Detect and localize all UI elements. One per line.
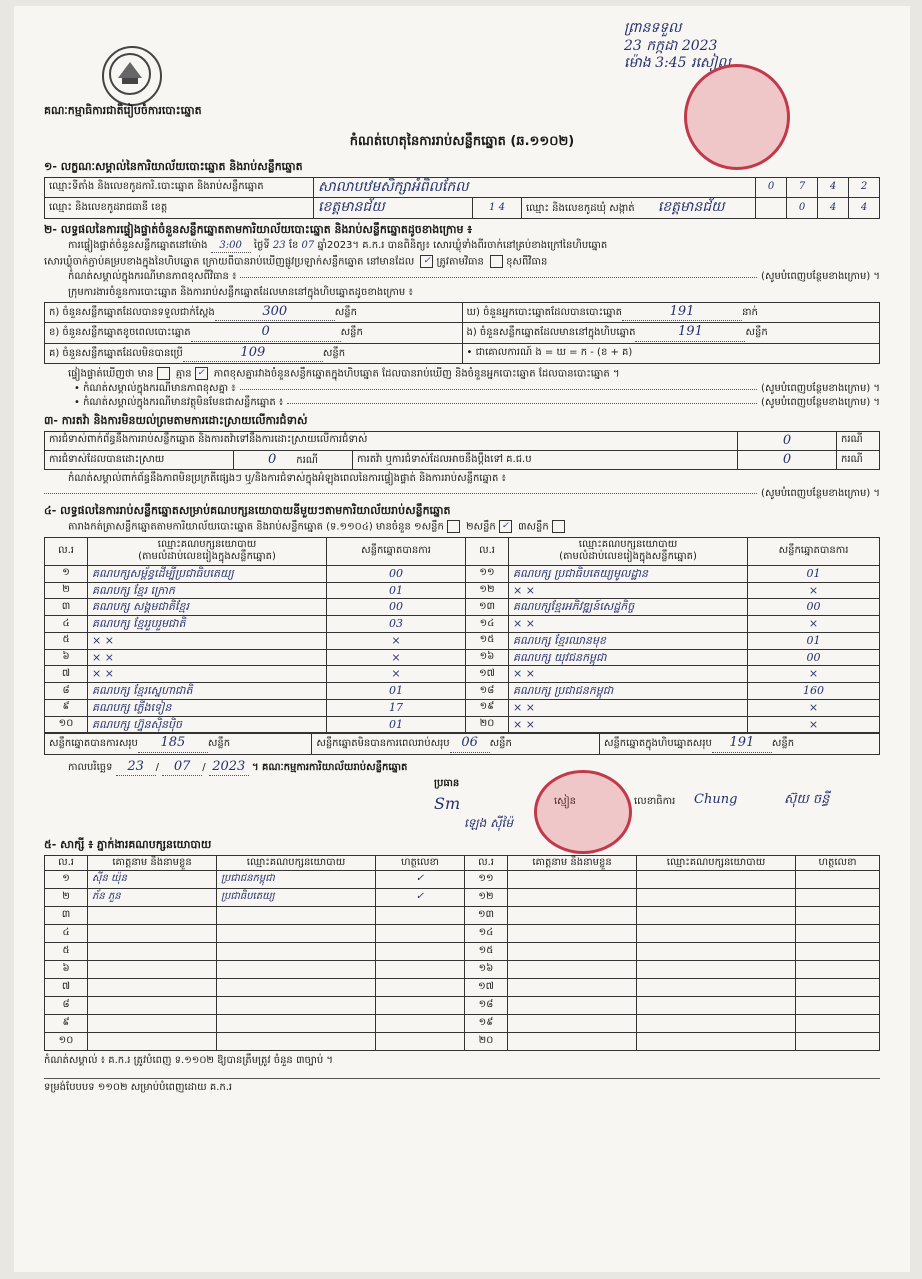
party-no: ៩ bbox=[45, 699, 88, 716]
party-no: ១ bbox=[45, 565, 88, 582]
chair-signature: Sm bbox=[434, 793, 461, 813]
location-table bbox=[44, 177, 880, 219]
witness-signature bbox=[376, 907, 465, 925]
party-name: × × bbox=[509, 616, 748, 633]
witness-table: ល.រ គោត្តនាម និងនាមខ្លួន ឈ្មោះគណបក្សនយោបាយ ហត្ថលេខា ល.រ គោត្តនាម និងនាមខ្លួន ឈ្មោះគណបក្សនយោបាយ ហត្ថលេខា ១ ស៊ីន យ៉ុន ប្រជាជនកម្ពុជា ✓ ១១ ២ ភ័ន ភួន ប្រជាធិបតេយ្យ ✓ ១២ ៣ ១៣ ៤ ១៤ ៥ ១៥ ៦ ១៦ ៧ ១៧ ៨ ១៨ ៩ ១៩ ១០ ២០ bbox=[44, 855, 880, 1052]
witness-party bbox=[217, 943, 376, 961]
form-footer: ទម្រង់បែបបទ ១១០២ សម្រាប់បំពេញដោយ គ.ក.រ bbox=[44, 1078, 880, 1095]
received-row: ក) ចំនួនសន្លឹកឆ្នោតដែលបានទទួលជាក់ស្តែង 300 សន្លឹក bbox=[45, 303, 463, 323]
party-votes: 01 bbox=[327, 683, 466, 700]
location-code-2: 7 bbox=[787, 177, 818, 198]
party-row bbox=[45, 716, 880, 733]
party-votes: 01 bbox=[748, 632, 880, 649]
party-votes: × bbox=[327, 649, 466, 666]
witness-row bbox=[45, 1015, 880, 1033]
location-label: ឈ្មោះទីតាំង និងលេខកូដការិ.បោះឆ្នោត និងរាប់សន្លឹកឆ្នោត bbox=[45, 177, 314, 198]
chair-label: ប្រធាន bbox=[434, 777, 460, 789]
party-row bbox=[45, 616, 880, 633]
incorrect-checkbox[interactable] bbox=[490, 255, 503, 268]
witness-party bbox=[217, 997, 376, 1015]
witness-signature bbox=[796, 889, 880, 907]
secretary-signature: Chung bbox=[694, 791, 738, 807]
witness-row bbox=[45, 871, 880, 889]
witness-party bbox=[217, 1015, 376, 1033]
party-name: × × bbox=[509, 716, 748, 733]
witness-party bbox=[637, 979, 796, 997]
witness-party bbox=[637, 925, 796, 943]
witness-name bbox=[508, 1033, 637, 1051]
party-no: ៧ bbox=[45, 666, 88, 683]
witness-name bbox=[508, 943, 637, 961]
witness-no: ១៨ bbox=[465, 997, 508, 1015]
witness-signature bbox=[376, 1033, 465, 1051]
resolved-value: 0 ករណី bbox=[234, 450, 353, 469]
in-box-row: ង) ចំនួនសន្លឹកឆ្នោតដែលមាននៅក្នុងហិបឆ្នោត 191 សន្លឹក bbox=[462, 323, 880, 343]
party-no: ៣ bbox=[45, 599, 88, 616]
party-results-table: ល.រ ឈ្មោះគណបក្សនយោបាយ (តាមលំដាប់លេខរៀងក្នុងសន្លឹកឆ្នោត) សន្លឹកឆ្នោតបានការ ល.រ ឈ្មោះគណបក្សនយោបាយ (តាមលំដាប់លេខរៀងក្នុងសន្លឹកឆ្នោត) សន្លឹកឆ្នោតបានការ ១ គណបក្សសម្ព័ន្ធដើម្បីប្រជាធិបតេយ្យ 00 ១១ គណបក្ស ប្រជាធិបតេយ្យមូលដ្ឋាន 01 ២ គណបក្ស ខ្មែរ ក្រោក 01 ១២ × × × ៣ គណបក្ស សង្គមជាតិខ្មែរ 00 ១៣ គណបក្សខ្មែរអភិវឌ្ឍន៍សេដ្ឋកិច្ច 00 ៤ គណបក្ស ខ្មែររួបរួមជាតិ 03 ១៤ × × × ៥ × × × ១៥ គណបក្ស ខ្មែរឈានមុខ 01 ៦ × × × ១៦ គណបក្ស យុវជនកម្ពុជា 00 ៧ × × × ១៧ × × × ៨ គណបក្ស ខ្មែរស្នេហាជាតិ 01 ១៨ គណបក្ស ប្រជាជនកម្ពុជា 160 ៩ គណបក្ស ភ្លើងទៀន 17 ១៩ × × × ១០ គណបក្ស ហ្វ៊ុនស៊ិនប៉ិច 01 ២០ × × × bbox=[44, 537, 880, 734]
party-votes: 01 bbox=[327, 716, 466, 733]
witness-no: ៥ bbox=[45, 943, 88, 961]
witness-row bbox=[45, 997, 880, 1015]
party-name: គណបក្ស ប្រជាជនកម្ពុជា bbox=[509, 683, 748, 700]
total-invalid: សន្លឹកឆ្នោតមិនបានការពេលរាប់សរុប 06 សន្លឹក bbox=[312, 734, 600, 754]
party-no: ១៩ bbox=[466, 699, 509, 716]
location-code-4: 2 bbox=[849, 177, 880, 198]
witness-row bbox=[45, 1033, 880, 1051]
witness-signature: ✓ bbox=[376, 889, 465, 907]
party-name: × × bbox=[88, 666, 327, 683]
received-note: ព្រានទទួល 23 កក្កដា 2023 ម៉ោង 3:45 រសៀល bbox=[624, 20, 731, 71]
witness-name bbox=[88, 1033, 217, 1051]
location-code-3: 4 bbox=[818, 177, 849, 198]
witness-party bbox=[217, 925, 376, 943]
witness-name bbox=[88, 943, 217, 961]
party-no: ៦ bbox=[45, 649, 88, 666]
party-row bbox=[45, 666, 880, 683]
witness-signature bbox=[376, 943, 465, 961]
irregularity-fill: (សូមបំពេញបន្ថែមខាងក្រោម) ។ bbox=[44, 488, 880, 501]
party-name: គណបក្ស យុវជនកម្ពុជា bbox=[509, 649, 748, 666]
witness-no: ៨ bbox=[45, 997, 88, 1015]
party-row bbox=[45, 649, 880, 666]
party-votes: × bbox=[748, 666, 880, 683]
witness-name bbox=[508, 925, 637, 943]
witness-party bbox=[637, 871, 796, 889]
witness-name bbox=[508, 871, 637, 889]
witness-name bbox=[88, 961, 217, 979]
formula: • ជាគោលការណ៍ ង = ឃ = ក - (ខ + គ) bbox=[462, 343, 880, 363]
member-label: ស្មៀន bbox=[554, 795, 577, 807]
verification-paragraph: ការផ្ទៀងផ្ទាត់ចំនួនសន្លឹកឆ្នោតនៅម៉ោង 3:00 ថ្ងៃទី 23 ខែ 07 ឆ្នាំ2023។ គ.ក.រ បានពិនិត្យ៖ សោរឃ្លុំទាំងពីរចាក់នៅគ្រប់ខាងក្រៅនៃហិបឆ្នោត bbox=[44, 240, 880, 254]
party-no: ២ bbox=[45, 582, 88, 599]
party-row bbox=[45, 632, 880, 649]
witness-no: ១៦ bbox=[465, 961, 508, 979]
witness-no: ៦ bbox=[45, 961, 88, 979]
seal-note-line: កំណត់សម្គាល់ក្នុងករណីមានភាពខុសពីវិធាន ៖ (សូមបំពេញបន្ថែមខាងក្រោម) ។ bbox=[68, 271, 880, 282]
party-name: គណបក្ស ខ្មែរស្នេហាជាតិ bbox=[88, 683, 327, 700]
witness-signature bbox=[796, 1033, 880, 1051]
party-name: គណបក្ស ប្រជាធិបតេយ្យមូលដ្ឋាន bbox=[509, 565, 748, 582]
witness-signature bbox=[796, 943, 880, 961]
party-name: × × bbox=[509, 582, 748, 599]
party-no: ១៨ bbox=[466, 683, 509, 700]
totals-table bbox=[44, 733, 880, 754]
witness-row bbox=[45, 961, 880, 979]
party-votes: 00 bbox=[327, 565, 466, 582]
witness-no: ៣ bbox=[45, 907, 88, 925]
witness-party bbox=[217, 1033, 376, 1051]
voters-row: ឃ) ចំនួនអ្នកបោះឆ្នោតដែលបានបោះឆ្នោត 191 នាក់ bbox=[462, 303, 880, 323]
location-value: សាលាបឋមសិក្សាអំពិលកែល bbox=[314, 177, 756, 198]
witness-row bbox=[45, 979, 880, 997]
witness-signature bbox=[376, 925, 465, 943]
party-row bbox=[45, 565, 880, 582]
party-name: គណបក្ស ខ្មែរឈានមុខ bbox=[509, 632, 748, 649]
party-name: គណបក្សសម្ព័ន្ធដើម្បីប្រជាធិបតេយ្យ bbox=[88, 565, 327, 582]
witness-party bbox=[637, 1015, 796, 1033]
province-label: ឈ្មោះ និងលេខកូដរាជធានី ខេត្ត bbox=[45, 198, 314, 219]
irregularity-note: កំណត់សម្គាល់ពាក់ព័ន្ធនឹងភាពមិនប្រក្រតីផ្សេងៗ ឬ/និងការជំទាស់ក្នុងអំឡុងពេលនៃការផ្ទៀងផ្ទាត់ និងការរាប់សន្លឹកឆ្នោត ៖ bbox=[68, 473, 506, 484]
witness-party bbox=[637, 889, 796, 907]
appeal-value: 0 bbox=[738, 450, 837, 469]
witness-party bbox=[637, 1033, 796, 1051]
complaint-value: 0 bbox=[738, 431, 837, 450]
witness-note: កំណត់សម្គាល់ ៖ គ.ក.រ ត្រូវបំពេញ ទ.១១០២ ឱ្យបានត្រឹមត្រូវ ចំនួន ៣ច្បាប់ ។ bbox=[44, 1055, 333, 1066]
witness-no: ១៩ bbox=[465, 1015, 508, 1033]
witness-name bbox=[88, 997, 217, 1015]
party-row bbox=[45, 699, 880, 716]
party-no: ៥ bbox=[45, 632, 88, 649]
witness-signature bbox=[376, 961, 465, 979]
form-title: កំណត់ហេតុនៃការរាប់សន្លឹកឆ្នោត (ឆ.១១០២) bbox=[349, 134, 575, 149]
witness-party bbox=[217, 979, 376, 997]
witness-name bbox=[508, 997, 637, 1015]
party-votes: 01 bbox=[327, 582, 466, 599]
witness-row bbox=[45, 925, 880, 943]
party-name: គណបក្ស ភ្លើងទៀន bbox=[88, 699, 327, 716]
witness-name: ភ័ន ភួន bbox=[88, 889, 217, 907]
witness-signature bbox=[376, 979, 465, 997]
party-no: ២០ bbox=[466, 716, 509, 733]
witness-no: ១២ bbox=[465, 889, 508, 907]
party-name: គណបក្ស ខ្មែរ ក្រោក bbox=[88, 582, 327, 599]
witness-name bbox=[88, 925, 217, 943]
witness-signature bbox=[796, 925, 880, 943]
total-in-box: សន្លឹកឆ្នោតក្នុងហិបឆ្នោតសរុប 191 សន្លឹក bbox=[599, 734, 879, 754]
correct-checkbox[interactable]: ✓ bbox=[420, 255, 433, 268]
party-votes: × bbox=[748, 699, 880, 716]
party-no: ១២ bbox=[466, 582, 509, 599]
party-name: គណបក្សខ្មែរអភិវឌ្ឍន៍សេដ្ឋកិច្ច bbox=[509, 599, 748, 616]
total-valid: សន្លឹកឆ្នោតបានការសរុប 185 សន្លឹក bbox=[45, 734, 312, 754]
count-intro: ក្រុមការងារចំនួនការបោះឆ្នោត និងការរាប់សន្លឹកឆ្នោតដែលមាននៅក្នុងហិបឆ្នោតដូចខាងក្រោម ៖ bbox=[68, 286, 413, 298]
province-code: 1 4 bbox=[473, 198, 522, 219]
witness-signature bbox=[376, 997, 465, 1015]
witness-name: ស៊ីន យ៉ុន bbox=[88, 871, 217, 889]
witness-party bbox=[637, 943, 796, 961]
secretary-name: ស៊ុយ ចន្ធី bbox=[784, 791, 830, 807]
party-no: ១១ bbox=[466, 565, 509, 582]
location-code-1: 0 bbox=[756, 177, 787, 198]
witness-row bbox=[45, 943, 880, 961]
discrepancy-yes-checkbox[interactable] bbox=[157, 367, 170, 380]
witness-signature bbox=[376, 1015, 465, 1033]
witness-signature bbox=[796, 1015, 880, 1033]
count-table bbox=[44, 302, 880, 364]
witness-no: ៩ bbox=[45, 1015, 88, 1033]
party-votes: 160 bbox=[748, 683, 880, 700]
witness-row bbox=[45, 907, 880, 925]
party-votes: × bbox=[748, 616, 880, 633]
party-row bbox=[45, 683, 880, 700]
section-1-title: ១- លក្ខណៈសម្គាល់នៃការិយាល័យបោះឆ្នោត និងរាប់សន្លឹកឆ្នោត bbox=[44, 160, 303, 173]
witness-party bbox=[217, 961, 376, 979]
appeal-label: ការតវ៉ា ឬការជំទាស់ដែលអាចនឹងប្តឹងទៅ គ.ជ.ប bbox=[353, 450, 738, 469]
spoiled-row: ខ) ចំនួនសន្លឹកឆ្នោតខូចពេលបោះឆ្នោត 0 សន្លឹក bbox=[45, 323, 463, 343]
witness-name bbox=[508, 961, 637, 979]
party-name: × × bbox=[88, 649, 327, 666]
signature-block bbox=[44, 776, 880, 838]
witness-party: ប្រជាជនកម្ពុជា bbox=[217, 871, 376, 889]
witness-no: ២០ bbox=[465, 1033, 508, 1051]
party-votes: × bbox=[327, 632, 466, 649]
party-no: ១៥ bbox=[466, 632, 509, 649]
complaint-label: ការជំទាស់ពាក់ព័ន្ធនឹងការរាប់សន្លឹកឆ្នោត និងការតវ៉ាទៅនឹងការដោះស្រាយលើការជំទាស់ bbox=[45, 431, 738, 450]
party-row bbox=[45, 582, 880, 599]
province-value: ខេត្តមានជ័យ bbox=[314, 198, 473, 219]
section-2-title: ២- លទ្ធផលនៃការផ្ទៀងផ្ទាត់ចំនួនសន្លឹកឆ្នោតតាមការិយាល័យបោះឆ្នោត និងរាប់សន្លឹកឆ្នោតដូចខាងក្រោម ៖ bbox=[44, 222, 473, 236]
witness-no: ១០ bbox=[45, 1033, 88, 1051]
section-3-title: ៣- ការតវ៉ា និងការមិនយល់ព្រមតាមការដោះស្រាយលើការជំទាស់ bbox=[44, 413, 308, 427]
official-stamp-icon bbox=[684, 64, 790, 170]
party-name: គណបក្ស ហ្វ៊ុនស៊ិនប៉ិច bbox=[88, 716, 327, 733]
party-name: × × bbox=[509, 666, 748, 683]
party-name: គណបក្ស ខ្មែររួបរួមជាតិ bbox=[88, 616, 327, 633]
foreign-object-note: • កំណត់សម្គាល់ក្នុងករណីមានវត្ថុមិនមែនជាសន្លឹកឆ្នោត ៖ (សូមបំពេញបន្ថែមខាងក្រោម) ។ bbox=[74, 397, 880, 409]
commune-code-2: 4 bbox=[818, 198, 849, 219]
commission-stamp-icon bbox=[534, 770, 632, 854]
witness-no: ៤ bbox=[45, 925, 88, 943]
witness-signature bbox=[796, 907, 880, 925]
party-votes: 00 bbox=[748, 599, 880, 616]
witness-name bbox=[88, 1015, 217, 1033]
witness-no: ២ bbox=[45, 889, 88, 907]
discrepancy-no-checkbox[interactable]: ✓ bbox=[195, 367, 208, 380]
party-votes: × bbox=[748, 582, 880, 599]
signature-date: កាលបរិច្ឆេទ 23 / 07 / 2023 ។ គណៈកម្មការការិយាល័យរាប់សន្លឹកឆ្នោត bbox=[44, 759, 880, 776]
party-votes: × bbox=[748, 716, 880, 733]
nec-logo-icon bbox=[102, 46, 162, 106]
witness-party bbox=[637, 961, 796, 979]
unused-row: គ) ចំនួនសន្លឹកឆ្នោតដែលមិនបានប្រើ 109 សន្លឹក bbox=[45, 343, 463, 363]
discrepancy-line: ផ្ទៀងផ្ទាត់ឃើញថា មាន គ្មាន ✓ ភាពខុសគ្នារវាងចំនួនសន្លឹកឆ្នោតក្នុងហិបឆ្នោត ដែលបានរាប់ឃើញ និងចំនួនអ្នកបោះឆ្នោត ដែលបានបោះឆ្នោត ។ bbox=[68, 367, 620, 380]
party-no: ៨ bbox=[45, 683, 88, 700]
party-name: × × bbox=[88, 632, 327, 649]
witness-no: ១៣ bbox=[465, 907, 508, 925]
ballot-count-form bbox=[14, 6, 910, 1272]
discrepancy-note: • កំណត់សម្គាល់ក្នុងករណីមានភាពខុសគ្នា ៖ (សូមបំពេញបន្ថែមខាងក្រោម) ។ bbox=[74, 382, 880, 394]
section-4-title: ៤- លទ្ធផលនៃការរាប់សន្លឹកឆ្នោតសម្រាប់គណបក្សនយោបាយនីមួយៗតាមការិយាល័យរាប់សន្លឹកឆ្នោត bbox=[44, 504, 451, 517]
party-votes: 00 bbox=[327, 599, 466, 616]
witness-signature bbox=[796, 961, 880, 979]
section-5-title: ៥- សាក្សី ៖ ភ្នាក់ងារគណបក្សនយោបាយ bbox=[44, 837, 212, 851]
witness-no: ១៧ bbox=[465, 979, 508, 997]
tally-sheet-count: តារាងកត់ត្រាសន្លឹកឆ្នោតតាមការិយាល័យបោះឆ្នោត និងរាប់សន្លឹកឆ្នោត (ទ.១១០៤) មានចំនួន ១សន្លឹក ២សន្លឹក ✓ ៣សន្លឹក bbox=[44, 520, 880, 534]
commune-code-3: 4 bbox=[849, 198, 880, 219]
secretary-label: លេខាធិការ bbox=[634, 795, 676, 807]
witness-name bbox=[508, 979, 637, 997]
party-votes: 03 bbox=[327, 616, 466, 633]
party-no: ១០ bbox=[45, 716, 88, 733]
chair-name: ឡេង ស៊ីម៉ៃ bbox=[464, 815, 513, 830]
witness-name bbox=[508, 907, 637, 925]
commission-name: គណៈកម្មាធិការជាតិរៀបចំការបោះឆ្នោត bbox=[44, 104, 202, 117]
witness-party bbox=[217, 907, 376, 925]
witness-no: ១៥ bbox=[465, 943, 508, 961]
commune-code-1: 0 bbox=[787, 198, 818, 219]
witness-row bbox=[45, 889, 880, 907]
witness-name bbox=[508, 1015, 637, 1033]
witness-no: ១១ bbox=[465, 871, 508, 889]
witness-name bbox=[508, 889, 637, 907]
party-votes: × bbox=[327, 666, 466, 683]
party-name: គណបក្ស សង្គមជាតិខ្មែរ bbox=[88, 599, 327, 616]
complaints-table: ការជំទាស់ពាក់ព័ន្ធនឹងការរាប់សន្លឹកឆ្នោត និងការតវ៉ាទៅនឹងការដោះស្រាយលើការជំទាស់ 0 ករណី ការជំទាស់ដែលបានដោះស្រាយ 0 ករណី ការតវ៉ា ឬការជំទាស់ដែលអាចនឹងប្តឹងទៅ គ.ជ.ប 0 ករណី bbox=[44, 431, 880, 471]
party-row bbox=[45, 599, 880, 616]
witness-no: ៧ bbox=[45, 979, 88, 997]
party-no: ១៧ bbox=[466, 666, 509, 683]
witness-signature bbox=[796, 871, 880, 889]
witness-no: ១៤ bbox=[465, 925, 508, 943]
seal-check-line: សោរឃ្លុំចាក់ភ្ជាប់គម្របខាងក្នុងនៃហិបឆ្នោត ក្រោយពីបានរាប់ឃើញផ្លូវប្រឡាក់សន្លឹកឆ្នោត នៅមានដែល ✓ ត្រូវតាមវិធាន ខុសពីវិធាន bbox=[44, 256, 548, 268]
witness-party bbox=[637, 907, 796, 925]
witness-name bbox=[88, 907, 217, 925]
witness-party bbox=[637, 997, 796, 1015]
witness-signature bbox=[796, 979, 880, 997]
witness-signature bbox=[796, 997, 880, 1015]
resolved-label: ការជំទាស់ដែលបានដោះស្រាយ bbox=[45, 450, 234, 469]
witness-signature: ✓ bbox=[376, 871, 465, 889]
party-no: ១៣ bbox=[466, 599, 509, 616]
party-no: ៤ bbox=[45, 616, 88, 633]
party-votes: 01 bbox=[748, 565, 880, 582]
party-votes: 00 bbox=[748, 649, 880, 666]
party-no: ១៦ bbox=[466, 649, 509, 666]
party-votes: 17 bbox=[327, 699, 466, 716]
witness-name bbox=[88, 979, 217, 997]
witness-no: ១ bbox=[45, 871, 88, 889]
party-name: × × bbox=[509, 699, 748, 716]
witness-party: ប្រជាធិបតេយ្យ bbox=[217, 889, 376, 907]
party-no: ១៤ bbox=[466, 616, 509, 633]
commune-label: ឈ្មោះ និងលេខកូដឃុំ សង្កាត់ ខេត្តមានជ័យ bbox=[522, 198, 756, 219]
